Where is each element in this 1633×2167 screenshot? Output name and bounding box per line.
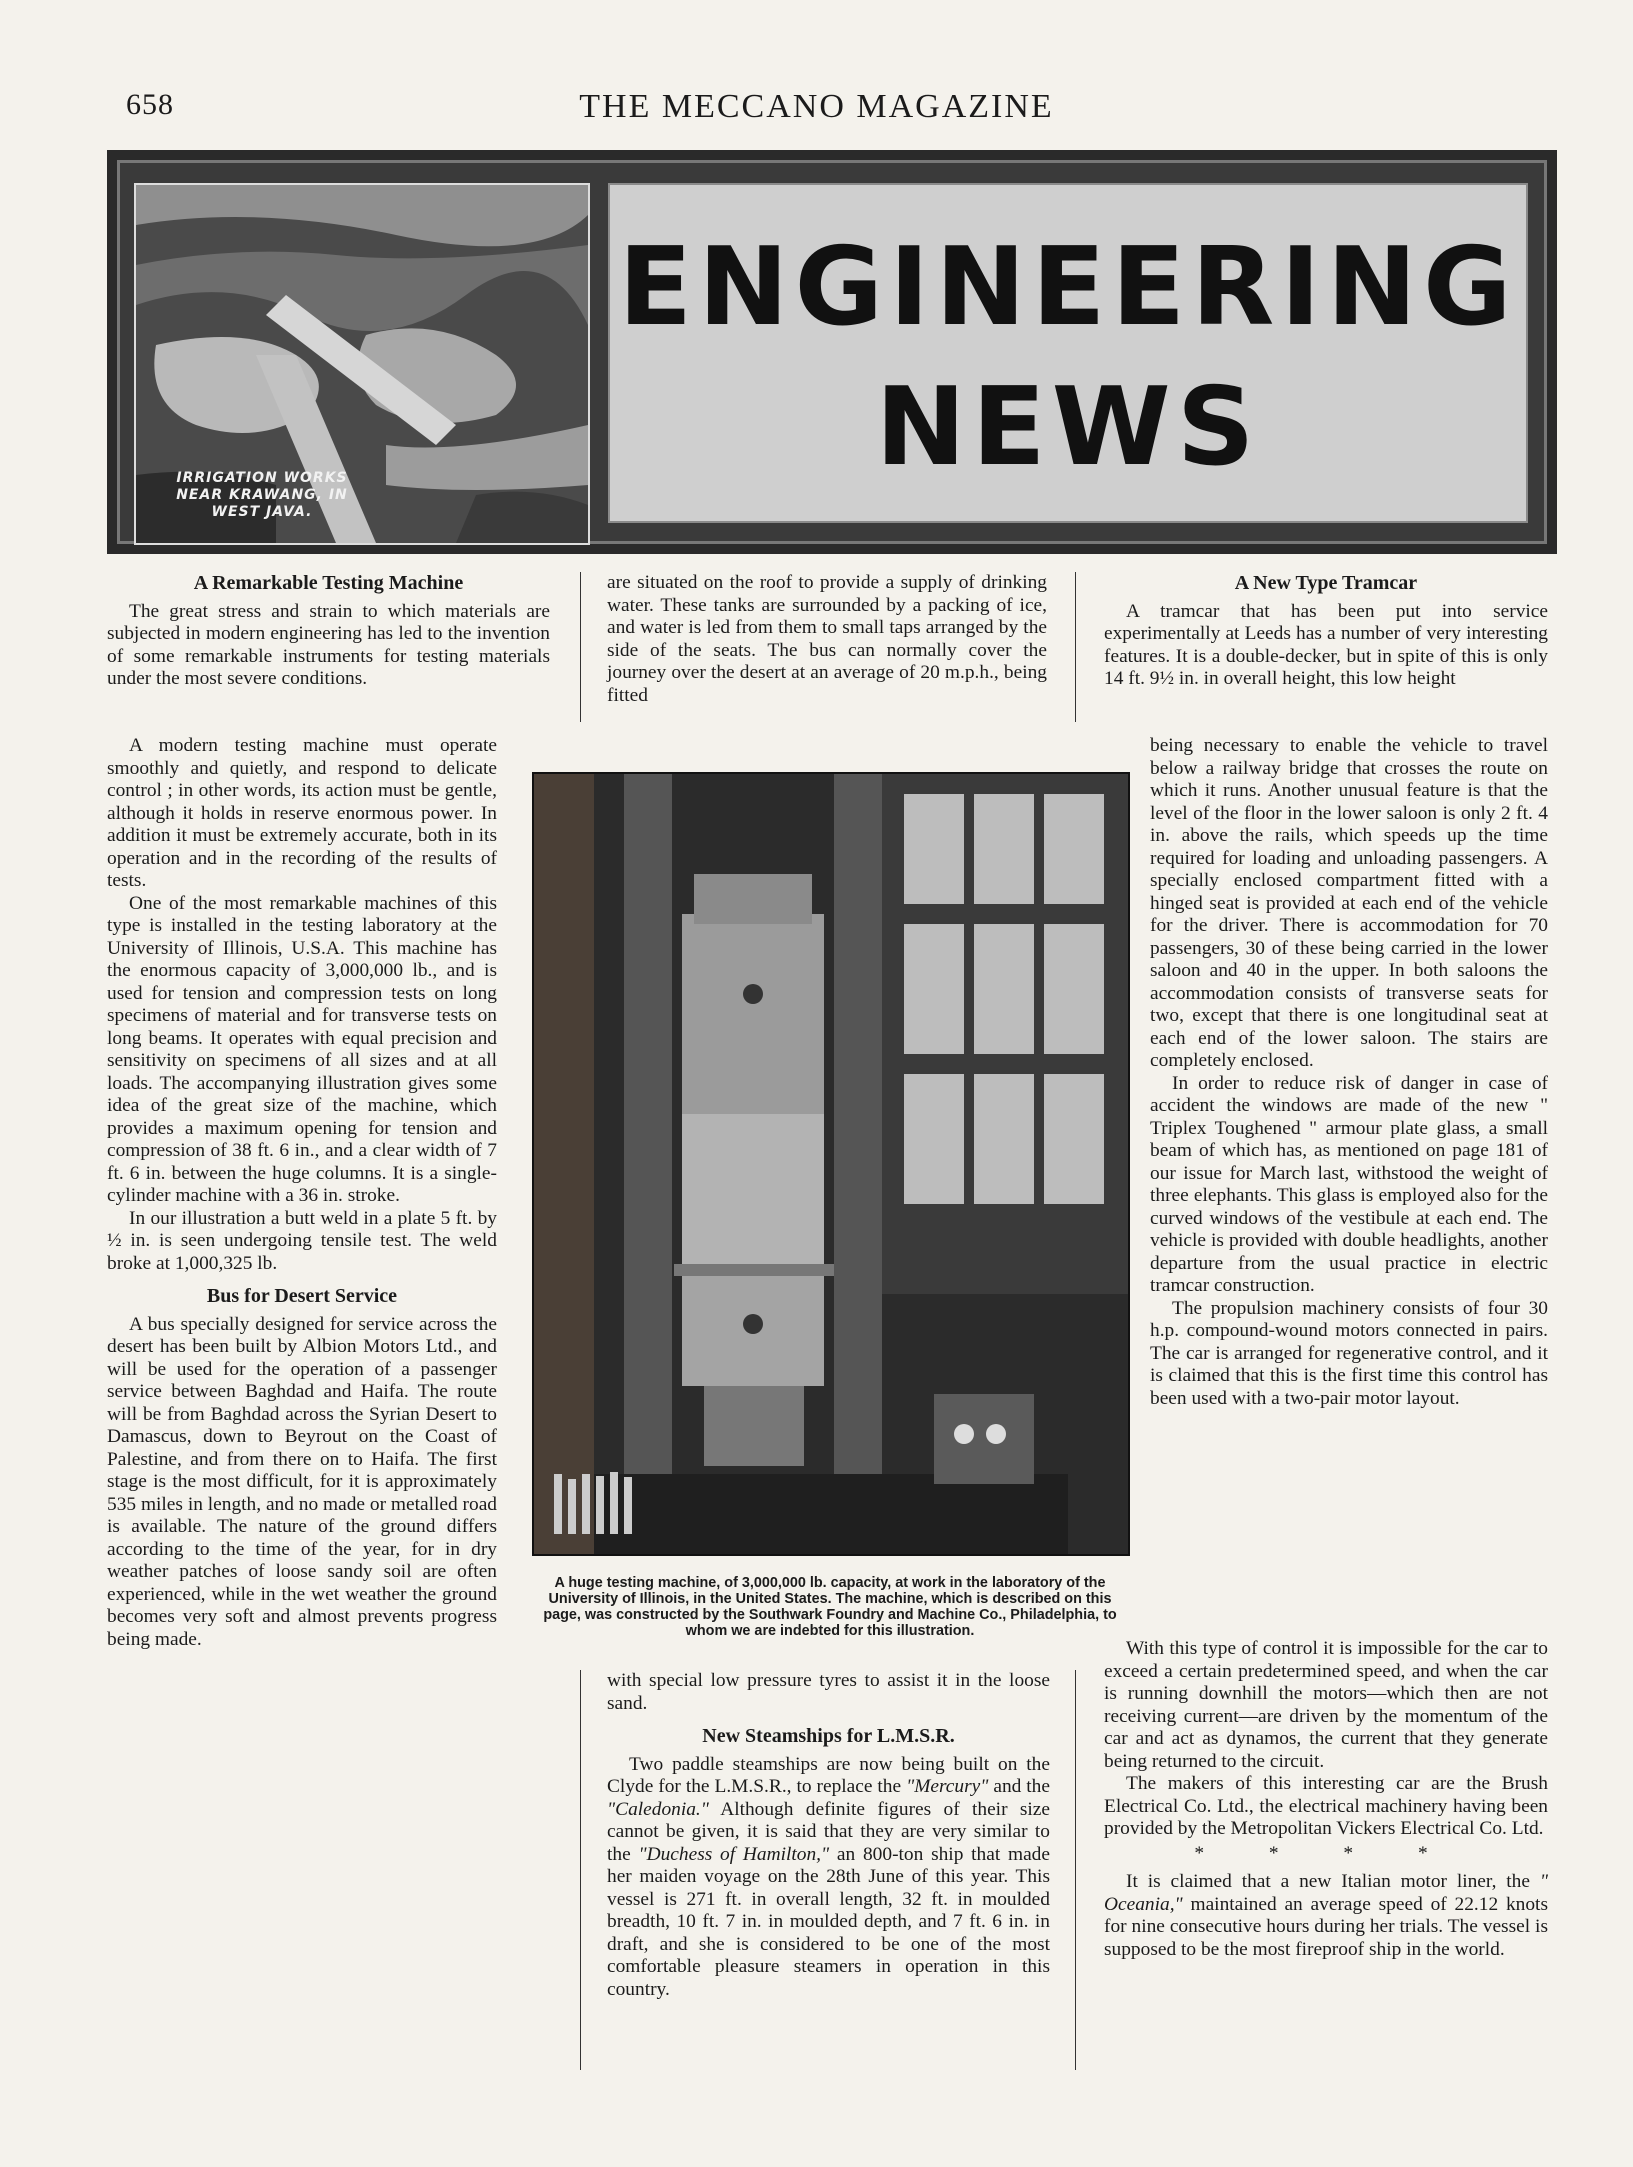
oceania-text-a: It is claimed that a new Italian motor liner, the [1126,1871,1540,1892]
testing-machine-photo [532,772,1130,1556]
column-2-bottom [607,1670,1050,2001]
steamships-text-a: Two paddle steamships are now being built on the Clyde for the L.M.S.R., to replace the [607,1753,1050,1797]
ship-name-duchess: "Duchess of Hamilton," [638,1843,830,1865]
banner-title-box [608,183,1528,523]
desert-bus-final: with special low pressure tyres to assist it in the loose sand. [607,1670,1050,1714]
desert-bus-p2-continued: are situated on the roof to provide a supply of drinking water. These tanks are surrounded by a packing of ice, and water is led from them to small taps arranged by the side of the seats. The bus can normally cover the journey over the desert at an average of 20 m.p.h., being fitted [607,572,1047,706]
oceania-paragraph [1104,1871,1548,1961]
steamships-text-b: and the [988,1776,1050,1797]
tramcar-p4: With this type of control it is impossible for the car to exceed a certain predetermined speed, and when the car is running downhill the motors—which then are not receiving current—are driven by the momentum of the car and act as dynamos, the current that they generate being returned to the circuit. [1104,1638,1548,1772]
column-1-middle [107,735,497,1651]
column-3-bottom [1104,1638,1548,1961]
column-rule-2-bottom [1075,1670,1076,2070]
column-3-middle [1150,735,1548,1410]
tramcar-p1-continued: being necessary to enable the vehicle to travel below a railway bridge that crosses the route on which it runs. Another unusual feature is that the level of the floor in the lower saloon is only 2 ft. 4 in. above the rails, which speeds up the time required for loading and unloading passengers. A specially enclosed compartment fitted with a hinged seat is provided at each end of the vehicle for the driver. There is accommodation for 70 passengers, 30 of these being carried in the lower saloon and 40 in the upper. In both saloons the accommodation consists of transverse seats for two, except that there is one longitudinal seat at each end of the lower saloon. The stairs are completely enclosed. [1150,735,1548,1071]
page-number: 658 [126,88,174,121]
section-separator-stars: * * * * [1194,1842,1458,1864]
desert-bus-p1: A bus specially designed for service across the desert has been built by Albion Motors Ltd., and will be used for the operation of a passenger service between Baghdad and Haifa. The route will be from Baghdad across the Syrian Desert to Damascus, down to Beyrout on the Coast of Palestine, and from there on to Haifa. The first stage is the most difficult, for it is approximately 535 miles in length, and no made or metalled road is available. The nature of the ground differs according to the time of the year, for in dry weather patches of loose sandy soil are often experienced, while in the wet weather the ground becomes very soft and almost prevents progress being made. [107,1313,497,1650]
steamships-text-c: Although definite figures of their size cannot be given, it is said that they are very similar to the [607,1798,1050,1865]
column-1-top [107,572,550,691]
column-rule-2-top [1075,572,1076,722]
figure-caption: A huge testing machine, of 3,000,000 lb. capacity, at work in the laboratory of the University of Illinois, in the United States. The machine, which is described on this page, was constructed by the Southwark Foundry and Machine Co., Philadelphia, to whom we are indebted for this illustration. [543,1575,1117,1639]
banner-title-engineering: ENGINEERING [618,225,1518,350]
testing-machine-p1: The great stress and strain to which materials are subjected in modern engineering has led to the invention of some remarkable instruments for testing materials under the most severe conditions. [107,600,550,689]
photo-caption: IRRIGATION WORKS NEAR KRAWANG, IN WEST JAVA. [176,470,348,520]
steamships-p1 [607,1754,1050,2002]
testing-machine-p3: One of the most remarkable machines of this type is installed in the testing laboratory at the University of Illinois, U.S.A. This machine has the enormous capacity of 3,000,000 lb., and is used for tension and compression tests on long specimens of material and for transverse tests on long beams. It operates with equal precision and sensitivity on specimens of all sizes and at all loads. The accompanying illustration gives some idea of the great size of the machine, which provides a maximum opening for tension and compression of 38 ft. 6 in., and a clear width of 7 ft. 6 in. between the huge columns. It is a single-cylinder machine with a 36 in. stroke. [107,892,497,1206]
ship-name-caledonia: "Caledonia." [607,1798,709,1820]
banner [107,150,1557,554]
heading-steamships: New Steamships for L.M.S.R. [702,1725,955,1747]
banner-title-news: NEWS [875,365,1261,490]
tramcar-p1: A tramcar that has been put into service experimentally at Leeds has a number of very interesting features. It is a double-decker, but in spite of this is only 14 ft. 9½ in. in overall height, this low height [1104,600,1548,689]
tramcar-p2: In order to reduce risk of danger in case of accident the windows are made of the new " Triplex Toughened " armour plate glass, a small beam of which has, as mentioned on page 181 of our issue for March last, withstood the weight of three elephants. This glass is employed also for the curved windows of the vestibule at each end. The vehicle is provided with double headlights, another departure from the usual practice in electric tramcar construction. [1150,1072,1548,1296]
banner-frame [117,160,1547,544]
oceania-text-b: maintained an average speed of 22.12 knots for nine consecutive hours during her trials. The vessel is supposed to be the most fireproof ship in the world. [1104,1893,1548,1960]
column-3-top [1104,572,1548,691]
steamships-text-d: an 800-ton ship that made her maiden voyage on the 28th June of this year. This vessel is 271 ft. in overall length, 32 ft. in moulded breadth, 10 ft. 7 in. in moulded depth, and 7 ft. 6 in. in draft, and she is considered to be one of the most comfortable pleasure steamers in operation in this country. [607,1843,1050,2000]
heading-testing-machine: A Remarkable Testing Machine [193,572,464,594]
testing-machine-p2: A modern testing machine must operate smoothly and quietly, and respond to delicate control ; in other words, its action must be gentle, although it holds in reserve enormous power. In addition it must be extremely accurate, both in its operation and in the recording of the results of tests. [107,735,497,891]
column-2-top [607,572,1047,707]
tramcar-p3: The propulsion machinery consists of four 30 h.p. compound-wound motors connected in pairs. The car is arranged for regenerative control, and it is claimed that this is the first time this control has been used with a two-pair motor layout. [1150,1297,1548,1409]
heading-desert-bus: Bus for Desert Service [206,1285,398,1307]
ship-name-oceania: " Oceania," [1104,1871,1548,1915]
irrigation-photo [134,183,590,545]
heading-tramcar: A New Type Tramcar [1234,572,1418,594]
tramcar-p5: The makers of this interesting car are the Brush Electrical Co. Ltd., the electrical machinery having been provided by the Metropolitan Vickers Electrical Co. Ltd. [1104,1773,1548,1839]
column-rule-1-bottom [580,1670,581,2070]
column-rule-1-top [580,572,581,722]
magazine-title: THE MECCANO MAGAZINE [579,88,1054,125]
testing-machine-image [534,774,1128,1554]
ship-name-mercury: "Mercury" [906,1776,989,1797]
testing-machine-p4: In our illustration a butt weld in a plate 5 ft. by ½ in. is seen undergoing tensile test. The weld broke at 1,000,325 lb. [107,1207,497,1274]
